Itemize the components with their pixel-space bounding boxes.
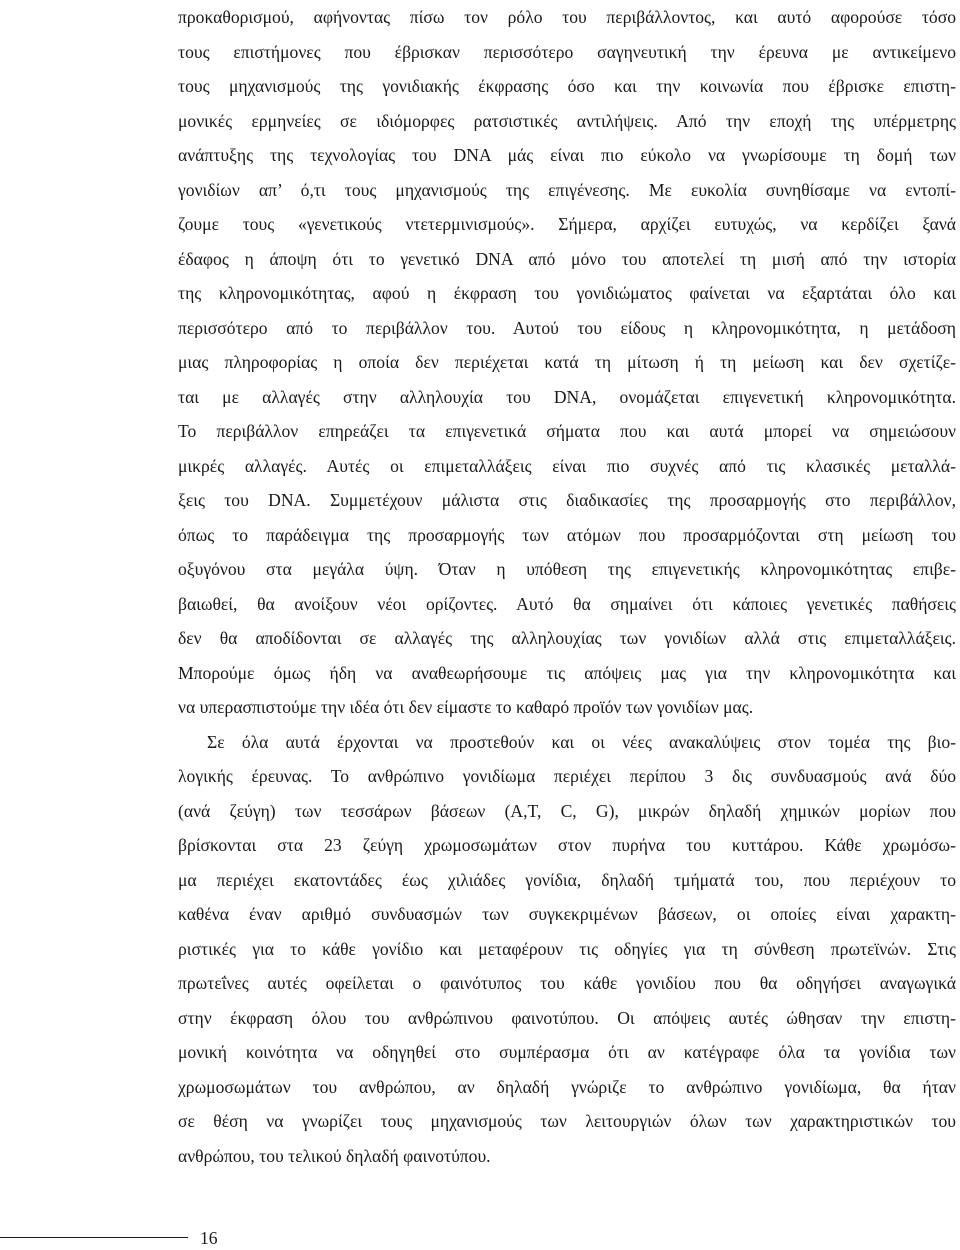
text-line: μα περιέχει εκατοντάδες έως χιλιάδες γονίδια, δηλαδή τμήματά του, που περιέχουν το bbox=[178, 869, 956, 890]
text-line: ζουμε τους «γενετικούς ντετερμινισμούς». Σήμερα, αρχίζει ευτυχώς, να κερδίζει ξανά bbox=[178, 214, 956, 234]
text-line: βρίσκονται στα 23 ζεύγη χρωμοσωμάτων στον πυρήνα του κυττάρου. Κάθε χρωμόσω- bbox=[178, 835, 956, 855]
text-line: μονικές ερμηνείες σε ιδιόμορφες ρατσιστικές αντιλήψεις. Από την εποχή της υπέρμετρης bbox=[178, 110, 956, 131]
text-line: προκαθορισμού, αφήνοντας πίσω τον ρόλο του περιβάλλοντος, και αυτό αφορούσε τόσο bbox=[178, 7, 956, 27]
text-line: γονιδίων απ’ ό,τι τους μηχανισμούς της επιγένεσης. Με ευκολία συνηθίσαμε να εντοπί- bbox=[178, 179, 956, 200]
text-line: της κληρονομικότητας, αφού η έκφραση του γονιδιώματος φαίνεται να εξαρτάται όλο και bbox=[178, 283, 956, 303]
text-line: τους μηχανισμούς της γονιδιακής έκφρασης όσο και την κοινωνία που έβρισκε επιστη- bbox=[178, 76, 956, 96]
text-line: τους επιστήμονες που έβρισκαν περισσότερο σαγηνευτική την έρευνα με αντικείμενο bbox=[178, 41, 956, 62]
text-line: ανάπτυξης της τεχνολογίας του DNA μάς είναι πιο εύκολο να γνωρίσουμε τη δομή των bbox=[178, 145, 956, 165]
text-line: μονική κοινότητα να οδηγηθεί στο συμπέρασμα ότι αν κατέγραφε όλα τα γονίδια των bbox=[178, 1042, 956, 1062]
text-line: περισσότερο από το περιβάλλον του. Αυτού του είδους η κληρονομικότητα, η μετάδοση bbox=[178, 317, 956, 338]
text-line: χρωμοσωμάτων του ανθρώπου, αν δηλαδή γνώριζε το ανθρώπινο γονιδίωμα, θα ήταν bbox=[178, 1076, 956, 1097]
text-line: έδαφος η άποψη ότι το γενετικό DNA από μόνο του αποτελεί τη μισή από την ιστορία bbox=[178, 248, 956, 269]
text-line: ριστικές για το κάθε γονίδιο και μεταφέρουν τις οδηγίες για τη σύνθεση πρωτεϊνών. Στις bbox=[178, 938, 956, 959]
text-line: ανθρώπου, του τελικού δηλαδή φαινοτύπου. bbox=[178, 1145, 491, 1166]
text-line: μικρές αλλαγές. Αυτές οι επιμεταλλάξεις είναι πιο συχνές από τις κλασικές μεταλλά- bbox=[178, 455, 956, 476]
text-line: καθένα έναν αριθμό συνδυασμών των συγκεκριμένων βάσεων, οι οποίες είναι χαρακτη- bbox=[178, 904, 956, 924]
body-text bbox=[178, 0, 956, 1173]
footer-rule bbox=[0, 1237, 188, 1238]
paragraph-1 bbox=[178, 0, 956, 725]
text-line: σε θέση να γνωρίζει τους μηχανισμούς των λειτουργιών όλων των χαρακτηριστικών του bbox=[178, 1111, 956, 1131]
text-line: (ανά ζεύγη) των τεσσάρων βάσεων (A,T, C, G), μικρών δηλαδή χημικών μορίων που bbox=[178, 800, 956, 821]
text-line: δεν θα αποδίδονται σε αλλαγές της αλληλουχίας των γονιδίων αλλά στις επιμεταλλάξεις. bbox=[178, 628, 956, 648]
page-number: 16 bbox=[200, 1228, 218, 1248]
text-line: οξυγόνου στα μεγάλα ύψη. Όταν η υπόθεση της επιγενετικής κληρονομικότητας επιβε- bbox=[178, 559, 956, 579]
text-line: Σε όλα αυτά έρχονται να προστεθούν και οι νέες ανακαλύψεις στον τομέα της βιο- bbox=[207, 731, 956, 752]
text-line: λογικής έρευνας. Το ανθρώπινο γονιδίωμα περιέχει περίπου 3 δις συνδυασμούς ανά δύο bbox=[178, 766, 956, 786]
text-line: στην έκφραση όλου του ανθρώπινου φαινοτύπου. Οι απόψεις αυτές ώθησαν την επιστη- bbox=[178, 1007, 956, 1028]
text-line: ται με αλλαγές στην αλληλουχία του DNA, ονομάζεται επιγενετική κληρονομικότητα. bbox=[178, 386, 956, 407]
paragraph-2 bbox=[178, 725, 956, 1174]
text-line: Μπορούμε όμως ήδη να αναθεωρήσουμε τις απόψεις μας για την κληρονομικότητα και bbox=[178, 662, 956, 683]
text-line: να υπερασπιστούμε την ιδέα ότι δεν είμαστε το καθαρό προϊόν των γονιδίων μας. bbox=[178, 697, 754, 717]
text-line: μιας πληροφορίας η οποία δεν περιέχεται κατά τη μίτωση ή τη μείωση και δεν σχετίζε- bbox=[178, 352, 956, 372]
text-line: βαιωθεί, θα ανοίξουν νέοι ορίζοντες. Αυτό θα σημαίνει ότι κάποιες γενετικές παθήσεις bbox=[178, 593, 956, 614]
text-line: Το περιβάλλον επηρεάζει τα επιγενετικά σήματα που και αυτά μπορεί να σημειώσουν bbox=[178, 421, 956, 441]
text-line: όπως το παράδειγμα της προσαρμογής των ατόμων που προσαρμόζονται στη μείωση του bbox=[178, 524, 956, 545]
text-line: ξεις του DNA. Συμμετέχουν μάλιστα στις διαδικασίες της προσαρμογής στο περιβάλλον, bbox=[178, 490, 956, 510]
text-line: πρωτεΐνες αυτές οφείλεται ο φαινότυπος του κάθε γονιδίου που θα οδηγήσει αναγωγικά bbox=[178, 973, 956, 993]
